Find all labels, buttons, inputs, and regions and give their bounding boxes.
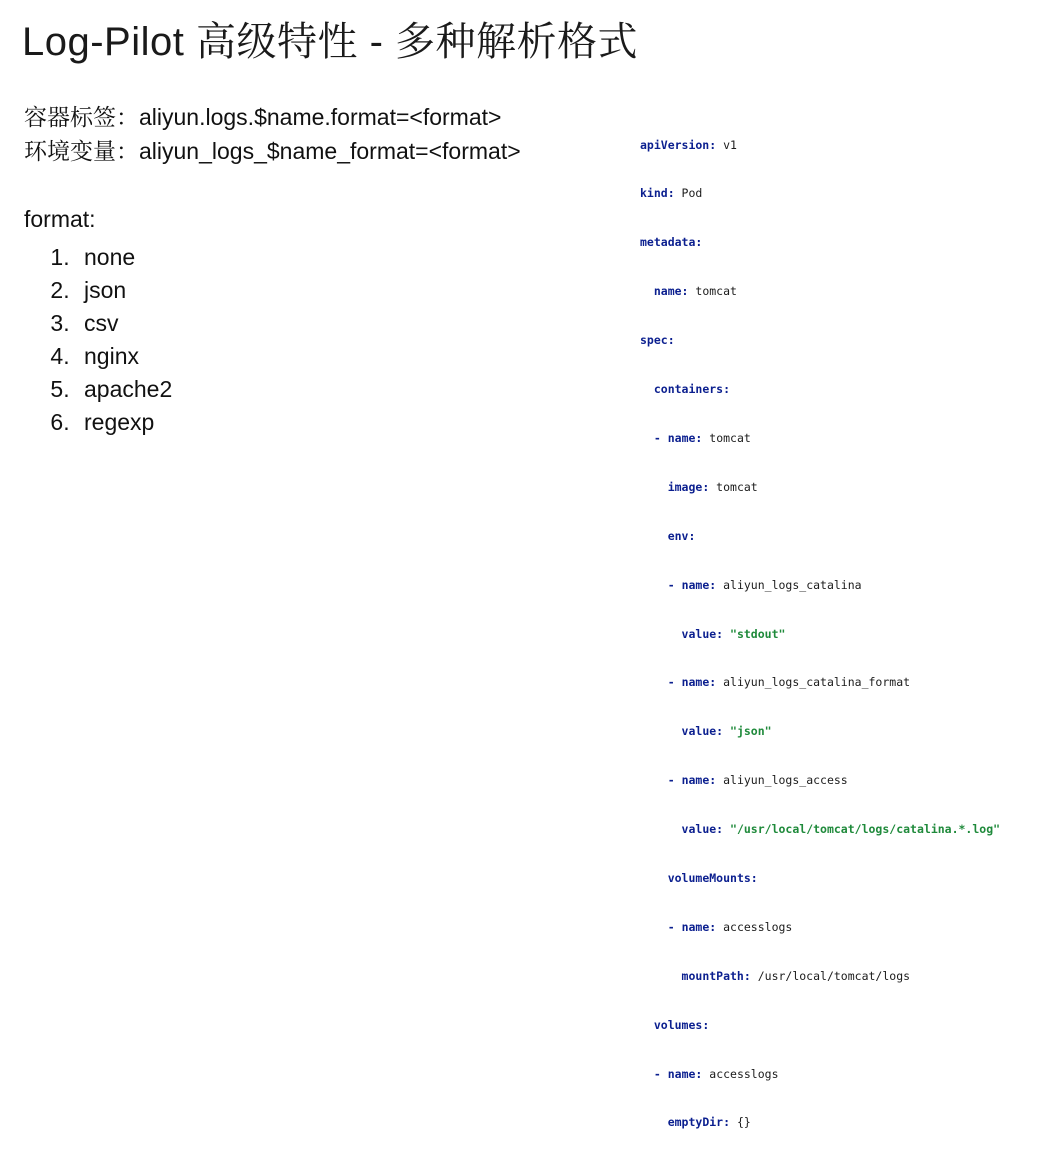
yaml-code-block — [640, 104, 1052, 1163]
list-item: 2. json — [76, 274, 624, 306]
code-line: containers: — [653, 382, 731, 397]
code-line: env: — [667, 528, 696, 543]
code-line: spec: — [640, 333, 675, 348]
format-list — [24, 241, 624, 438]
code-line: emptyDir: {} — [667, 1115, 751, 1130]
format-heading: format: — [24, 206, 96, 232]
list-item: 4. nginx — [76, 340, 624, 372]
code-line: volumes: — [653, 1017, 710, 1032]
code-line: metadata: — [640, 235, 703, 250]
page-title: Log-Pilot 高级特性 - 多种解析格式 — [22, 20, 639, 64]
left-content-column — [24, 100, 624, 439]
list-item: 5. apache2 — [76, 373, 624, 405]
env-var-row — [24, 134, 624, 168]
container-label-key: 容器标签： — [24, 104, 139, 130]
list-item: 3. csv — [76, 307, 624, 339]
code-line: - name: tomcat — [653, 430, 751, 445]
container-label-row — [24, 100, 624, 134]
code-line: image: tomcat — [667, 479, 758, 494]
code-line: value: "stdout" — [681, 626, 786, 641]
code-line: - name: aliyun_logs_catalina — [667, 577, 862, 592]
code-line: value: "/usr/local/tomcat/logs/catalina.*.log" — [681, 822, 1001, 837]
code-line: value: "json" — [681, 724, 772, 739]
code-line: - name: accesslogs — [667, 919, 793, 934]
list-item: 1. none — [76, 241, 624, 273]
code-line: apiVersion: v1 — [640, 137, 737, 152]
code-line: - name: aliyun_logs_access — [667, 773, 848, 788]
list-item: 6. regexp — [76, 406, 624, 438]
container-label-value: aliyun.logs.$name.format=<format> — [139, 104, 502, 130]
code-line: volumeMounts: — [667, 870, 758, 885]
env-var-key: 环境变量： — [24, 138, 139, 164]
code-line: mountPath: /usr/local/tomcat/logs — [681, 968, 911, 983]
env-var-value: aliyun_logs_$name_format=<format> — [139, 138, 521, 164]
code-line: kind: Pod — [640, 186, 703, 201]
code-line: - name: accesslogs — [653, 1066, 779, 1081]
code-line: name: tomcat — [653, 284, 737, 299]
code-line: - name: aliyun_logs_catalina_format — [667, 675, 911, 690]
